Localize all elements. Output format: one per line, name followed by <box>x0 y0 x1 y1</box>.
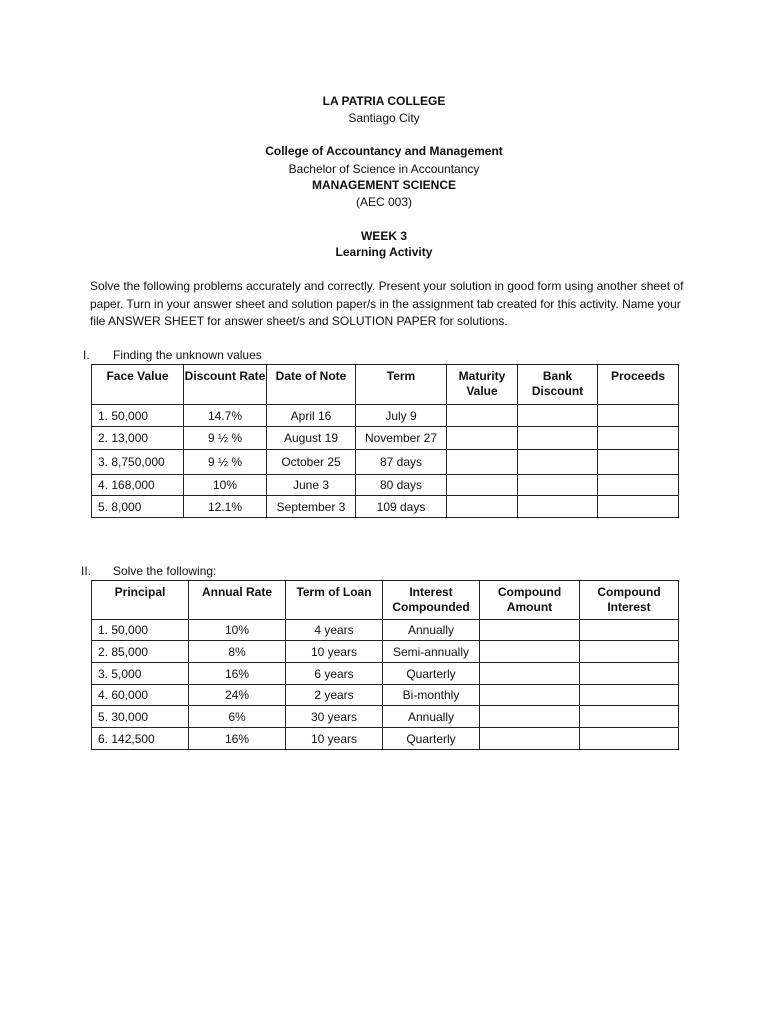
table-row <box>92 496 679 518</box>
table-cell <box>580 663 679 685</box>
table-cell: 5. 8,000 <box>92 496 184 518</box>
table-cell: Bi-monthly <box>383 685 480 706</box>
compound-interest-table <box>91 580 679 750</box>
table-cell: Semi-annually <box>383 641 480 663</box>
table-cell <box>598 450 679 475</box>
column-header: Compound Amount <box>480 581 580 620</box>
table-cell <box>518 427 598 450</box>
column-header: Date of Note <box>267 365 356 405</box>
table-cell <box>480 620 580 641</box>
column-header: Discount Rate <box>184 365 267 405</box>
table-cell: 10% <box>184 475 267 496</box>
discount-table <box>91 364 679 518</box>
table-cell: 2. 85,000 <box>92 641 189 663</box>
table-cell: 6% <box>189 706 286 728</box>
table-row <box>92 641 679 663</box>
table-cell: 5. 30,000 <box>92 706 189 728</box>
activity-title: Learning Activity <box>335 245 433 259</box>
table-cell: 109 days <box>356 496 447 518</box>
table-cell: 87 days <box>356 450 447 475</box>
table-cell <box>598 496 679 518</box>
table-cell: Quarterly <box>383 728 480 750</box>
table-cell <box>598 427 679 450</box>
table-cell <box>580 685 679 706</box>
table-cell: 14.7% <box>184 405 267 427</box>
column-header: Interest Compounded <box>383 581 480 620</box>
table-cell <box>480 706 580 728</box>
table-cell <box>518 496 598 518</box>
table-row <box>92 450 679 475</box>
table-cell: 10 years <box>286 641 383 663</box>
college-name: College of Accountancy and Management <box>265 144 503 158</box>
table-row <box>92 475 679 496</box>
column-header: Compound Interest <box>580 581 679 620</box>
column-header: Proceeds <box>598 365 679 405</box>
table-cell: 80 days <box>356 475 447 496</box>
table-cell: 10% <box>189 620 286 641</box>
table-cell <box>580 620 679 641</box>
course-name: MANAGEMENT SCIENCE <box>311 178 456 192</box>
table-cell <box>580 641 679 663</box>
table-cell: 1. 50,000 <box>92 405 184 427</box>
column-header: Term of Loan <box>286 581 383 620</box>
table-row <box>92 427 679 450</box>
column-header: Bank Discount <box>518 365 598 405</box>
table-cell <box>480 685 580 706</box>
table-cell: 30 years <box>286 706 383 728</box>
table-cell: 8% <box>189 641 286 663</box>
table-cell: Annually <box>383 706 480 728</box>
table-cell <box>580 706 679 728</box>
section-2-number: II. <box>81 564 92 578</box>
table-cell <box>447 475 518 496</box>
table-cell: July 9 <box>356 405 447 427</box>
school-name: LA PATRIA COLLEGE <box>322 94 446 108</box>
table-cell: 10 years <box>286 728 383 750</box>
instructions-paragraph: Solve the following problems accurately and correctly. Present your solution in good form using another sheet of paper. Turn in your answer sheet and solution paper/s in the assignment tab created for this activity. Name your file ANSWER SHEET for answer sheet/s and SOLUTION PAPER for solutions. <box>90 279 684 328</box>
column-header: Annual Rate <box>189 581 286 620</box>
table-cell <box>598 405 679 427</box>
table-cell: Annually <box>383 620 480 641</box>
table-cell: 2 years <box>286 685 383 706</box>
table-cell: October 25 <box>267 450 356 475</box>
table-cell: 6. 142,500 <box>92 728 189 750</box>
table-cell: 9 ½ % <box>184 427 267 450</box>
table-cell <box>598 475 679 496</box>
column-header: Principal <box>92 581 189 620</box>
table-cell: 12.1% <box>184 496 267 518</box>
school-city: Santiago City <box>348 111 420 125</box>
table-cell <box>480 728 580 750</box>
table-cell: 4. 168,000 <box>92 475 184 496</box>
table-row <box>92 663 679 685</box>
table-cell <box>447 496 518 518</box>
table-header-row <box>92 581 679 620</box>
table-cell: Quarterly <box>383 663 480 685</box>
table-cell: April 16 <box>267 405 356 427</box>
table-cell: 9 ½ % <box>184 450 267 475</box>
column-header: Face Value <box>92 365 184 405</box>
table-cell: August 19 <box>267 427 356 450</box>
table-row <box>92 620 679 641</box>
table-row <box>92 685 679 706</box>
table-cell: September 3 <box>267 496 356 518</box>
table-cell <box>447 427 518 450</box>
table-cell: 6 years <box>286 663 383 685</box>
week-label: WEEK 3 <box>360 229 407 243</box>
table-cell: 16% <box>189 728 286 750</box>
table-cell <box>480 663 580 685</box>
table-row <box>92 728 679 750</box>
table-cell: 2. 13,000 <box>92 427 184 450</box>
table-cell: 24% <box>189 685 286 706</box>
section-1-title: Finding the unknown values <box>113 348 262 362</box>
table-cell <box>447 450 518 475</box>
section-2-title: Solve the following: <box>113 564 217 578</box>
table-row <box>92 405 679 427</box>
course-code: (AEC 003) <box>355 195 413 209</box>
table-cell: 3. 8,750,000 <box>92 450 184 475</box>
table-cell <box>480 641 580 663</box>
table-cell: 4. 60,000 <box>92 685 189 706</box>
table-cell: 16% <box>189 663 286 685</box>
table-cell <box>447 405 518 427</box>
table-cell <box>518 405 598 427</box>
column-header: Term <box>356 365 447 405</box>
table-cell <box>580 728 679 750</box>
program-name: Bachelor of Science in Accountancy <box>288 162 480 176</box>
table-row <box>92 706 679 728</box>
table-cell <box>518 450 598 475</box>
table-cell: June 3 <box>267 475 356 496</box>
column-header: Maturity Value <box>447 365 518 405</box>
table-cell <box>518 475 598 496</box>
table-cell: 1. 50,000 <box>92 620 189 641</box>
section-1-number: I. <box>83 348 90 362</box>
table-cell: November 27 <box>356 427 447 450</box>
table-cell: 3. 5,000 <box>92 663 189 685</box>
table-cell: 4 years <box>286 620 383 641</box>
table-header-row <box>92 365 679 405</box>
